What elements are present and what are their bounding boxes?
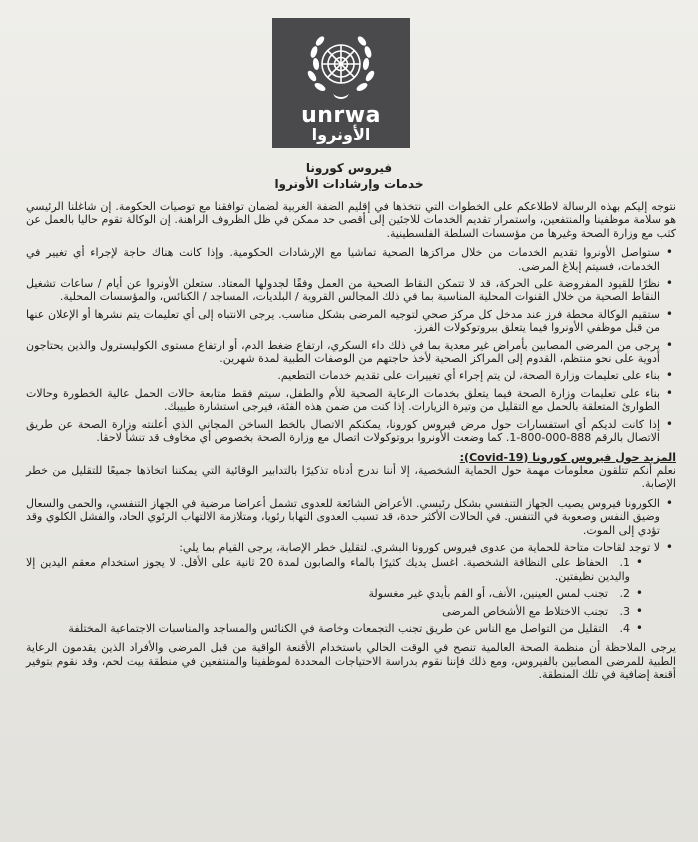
measure-text: تجنب الاختلاط مع الأشخاص المرضى	[442, 604, 608, 618]
list-item: • يرجى من المرضى المصابين بأمراض غير معدية بما في ذلك داء السكري، ارتفاع ضغط الدم، أو ارتفاع مستوى الكوليسترول والذين يحتاجون أدوية على نحو منتظم، القدوم إلى المراكز الصحية لأخذ حاجتهم من الوصفات الطبية لمدة شهرين.	[26, 339, 660, 366]
measure-item	[26, 605, 630, 618]
measure-number: 3.	[619, 604, 630, 618]
section-heading: المزيد حول فيروس كورونا (Covid-19):	[459, 450, 676, 464]
list-item: • بناء على تعليمات وزارة الصحة فيما يتعلق بخدمات الرعاية الصحية للأم والطفل، سيتم فقط متابعة حالات الحمل عالية الخطورة وحالات الطوارئ المتعلقة بالحمل مع التقليل من وتيرة الزيارات. إذا كنت من ضمن هذه الفئة، فيرجى استشارة طبيبك.	[26, 387, 660, 414]
title-line-2: خدمات وإرشادات الأونروا	[274, 177, 424, 191]
measure-number: 2.	[619, 587, 630, 601]
measures-list	[26, 556, 660, 635]
list-item: • الكورونا فيروس يصيب الجهاز التنفسي بشكل رئيسي. الأعراض الشائعة للعدوى تشمل أعراضا مرضية في الجهاز التنفسي، والحمى والسعال وضيق النفس وصعوبة في التنفس. في الحالات الأكثر حدة، قد تسبب العدوى التهابا رئويا، ومتلازمة الالتهاب الرئوي الحاد، والفشل الكلوي وقد تؤدي إلى الموت.	[26, 497, 660, 537]
measure-text: التقليل من التواصل مع الناس عن طريق تجنب التجمعات وخاصة في الكنائس والمساجد والمناسبات الاجتماعية المختلفة	[68, 621, 608, 635]
list-item: • بناء على تعليمات وزارة الصحة، لن يتم إجراء أي تغييرات على تقديم خدمات التطعيم.	[26, 369, 660, 382]
letter-body	[26, 200, 676, 688]
letter-title	[0, 160, 698, 192]
list-item: • ستواصل الأونروا تقديم الخدمات من خلال مراكزها الصحية تماشيا مع الإرشادات الحكومية. وإذا كانت هناك حاجة لإجراء أي تغيير في الخدمات، فسيتم إبلاغ المرضى.	[26, 246, 660, 273]
logo-arabic-text: الأونروا	[311, 125, 371, 144]
un-emblem-icon	[298, 30, 384, 104]
title-line-1: فيروس كورونا	[305, 161, 393, 175]
measure-text: تجنب لمس العينين، الأنف، أو الفم بأيدي غير مغسولة	[368, 587, 608, 601]
measure-item	[26, 587, 630, 600]
measure-number: 1.	[619, 556, 631, 570]
measure-text: الحفاظ على النظافة الشخصية. اغسل يديك كثيرًا بالماء والصابون لمدة 20 ثانية على الأقل. لا يجوز استخدام معقم اليدين إلا واليدين نظيفتين.	[26, 556, 630, 583]
list-item-text: لا توجد لقاحات متاحة للحماية من عدوى فيروس كورونا البشري. لتقليل خطر الإصابة، يرجى القيام بما يلي:	[179, 540, 660, 554]
list-item: • ستقيم الوكالة محطة فرز عند مدخل كل مركز صحي لتوجيه المرضى بشكل مناسب. يرجى الانتباه إلى أي تعليمات يتم نشرها أو الإعلان عنها من قبل موظفي الأونروا فيما يتعلق ببروتوكولات الفرز.	[26, 308, 660, 335]
services-list	[26, 246, 676, 444]
section-intro: نعلم أنكم تتلقون معلومات مهمة حول الحماية الشخصية، إلا أننا ندرج أدناه تذكيرًا بالتدابير الوقائية التي يمكننا اتخاذها جميعًا للتقليل من خطر الإصابة.	[26, 463, 676, 491]
closing-paragraph: يرجى الملاحظة أن منظمة الصحة العالمية تنصح في الوقت الحالي باستخدام الأقنعة الواقية من قبل المرضى والأفراد الذين يقدمون الرعاية الطبية للمرضى المصابين بالفيروس، ومع ذلك فإننا نقوم بدراسة الاحتياجات المحددة لموظفينا والمنتفعين في منطقة بيت لحم، وقد نقوم بتوفير أقنعة إضافية في تلك المنطقة.	[26, 641, 676, 682]
list-item: • نظرًا للقيود المفروضة على الحركة، قد لا تتمكن النقاط الصحية من العمل وفقًا لجدولها المعتاد. ستعلن الأونروا عن أيام / ساعات تشغيل النقاط الصحية من خلال القنوات المحلية المناسبة بما في ذلك المجالس القروية / البلديات، المساجد / الكنائس، والمؤسسات المحلية.	[26, 277, 660, 304]
measure-item	[26, 556, 630, 583]
measure-item	[26, 622, 630, 635]
list-item: • إذا كانت لديكم أي استفسارات حول مرض فيروس كورونا، يمكنكم الاتصال بالخط الساخن المجاني الذي أعلنته وزارة الصحة عن طريق الاتصال بالرقم 888-000-800-1. كما وضعت الأونروا بروتوكولات اتصال مع وزارة الصحة بخصوص أي مخاوف قد تنشأ لاحقا.	[26, 418, 660, 445]
list-item	[26, 541, 660, 635]
logo-latin-text: unrwa	[301, 103, 381, 128]
prevention-list	[26, 497, 676, 636]
unrwa-logo	[272, 18, 410, 148]
intro-paragraph: نتوجه إليكم بهذه الرسالة لاطلاعكم على الخطوات التي نتخذها في إقليم الضفة الغربية لضمان توافقنا مع توصيات الحكومة. إن شاغلنا الرئيسي هو سلامة موظفينا والمنتفعين، واستمرار تقديم الخدمات للاجئين إلى أقصى حد ممكن في ظل الظروف الراهنة. إن الوكالة تقوم حاليا بالعمل عن كثب مع وزارة الصحة وغيرها من مؤسسات السلطة الفلسطينية.	[26, 200, 676, 240]
measure-number: 4.	[619, 621, 630, 635]
